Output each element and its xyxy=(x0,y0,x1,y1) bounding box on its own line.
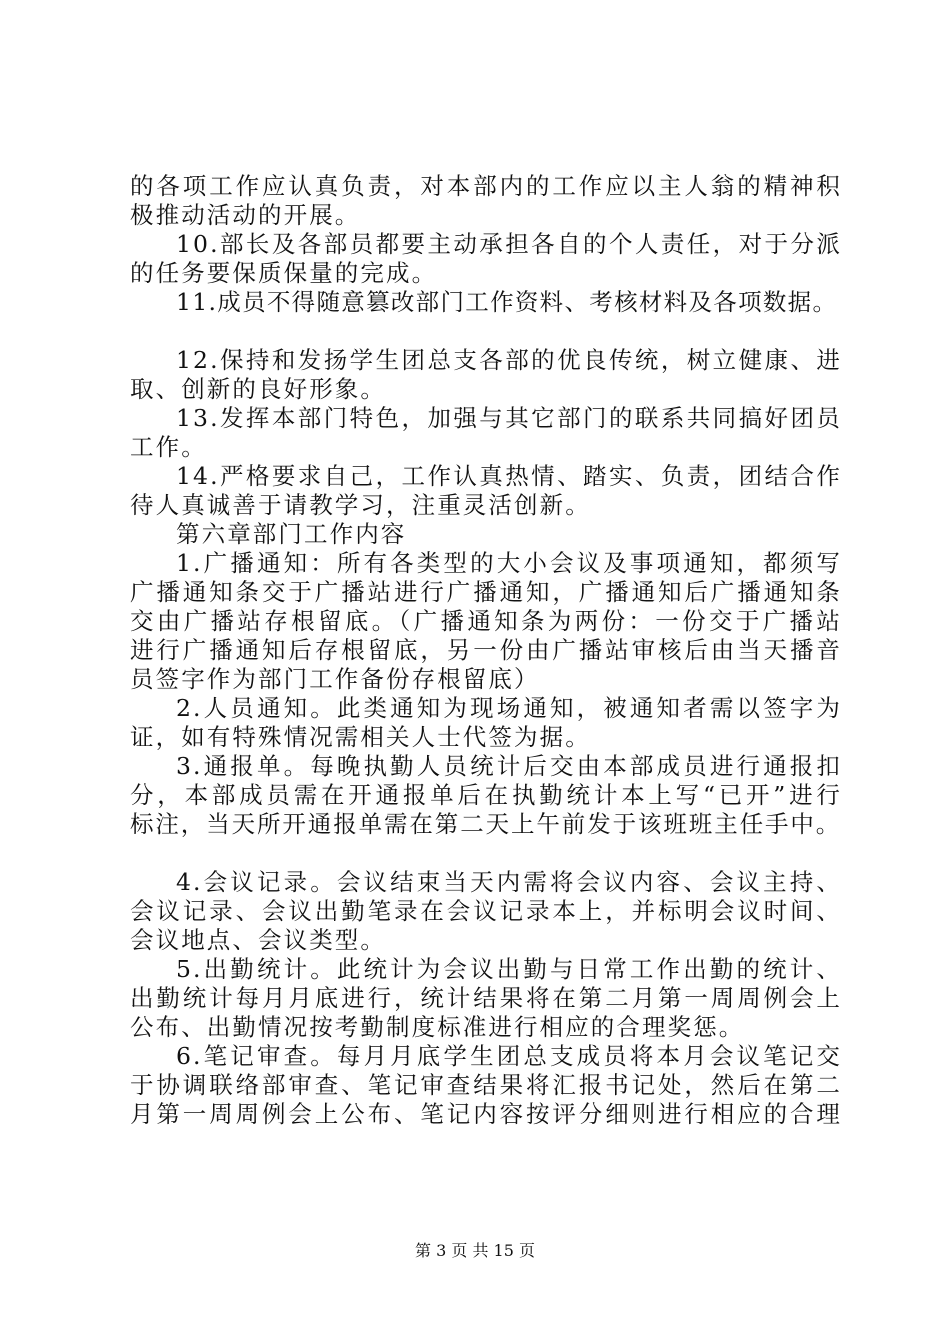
paragraph-line: 工作。 xyxy=(130,433,207,461)
paragraph-line: 3.通报单。每晚执勤人员统计后交由本部成员进行通报扣 xyxy=(176,752,842,780)
page-footer: 第 3 页 共 15 页 xyxy=(415,1241,535,1260)
paragraph-line: 证，如有特殊情况需相关人士代签为据。 xyxy=(130,723,591,751)
paragraph-line: 会议记录、会议出勤笔录在会议记录本上，并标明会议时间、 xyxy=(130,897,842,925)
paragraph-line: 月第一周周例会上公布、笔记内容按评分细则进行相应的合理 xyxy=(130,1100,842,1128)
paragraph-line: 分，本部成员需在开通报单后在执勤统计本上写“已开”进行 xyxy=(130,781,842,809)
paragraph-line: 员签字作为部门工作备份存根留底） xyxy=(130,665,540,693)
paragraph-line: 6.笔记审查。每月月底学生团总支成员将本月会议笔记交 xyxy=(176,1042,842,1070)
paragraph-line: 标注，当天所开通报单需在第二天上午前发于该班班主任手中。 xyxy=(130,810,842,838)
paragraph-line: 会议地点、会议类型。 xyxy=(130,926,386,954)
paragraph-line: 4.会议记录。会议结束当天内需将会议内容、会议主持、 xyxy=(176,868,842,896)
paragraph-line: 待人真诚善于请教学习，注重灵活创新。 xyxy=(130,491,591,519)
paragraph-line: 2.人员通知。此类通知为现场通知，被通知者需以签字为 xyxy=(176,694,842,722)
paragraph-line: 11.成员不得随意篡改部门工作资料、考核材料及各项数据。 xyxy=(176,288,838,316)
paragraph-line: 5.出勤统计。此统计为会议出勤与日常工作出勤的统计、 xyxy=(176,955,842,983)
paragraph-line: 10.部长及各部员都要主动承担各自的个人责任，对于分派 xyxy=(176,230,842,258)
paragraph-line: 交由广播站存根留底。（广播通知条为两份：一份交于广播站 xyxy=(130,607,842,635)
paragraph-line: 12.保持和发扬学生团总支各部的优良传统，树立健康、进 xyxy=(176,346,842,374)
document-body xyxy=(130,172,842,1129)
paragraph-gap xyxy=(130,839,842,868)
paragraph-line: 进行广播通知后存根留底，另一份由广播站审核后由当天播音 xyxy=(130,636,842,664)
paragraph-line: 极推动活动的开展。 xyxy=(130,201,361,229)
paragraph-line: 广播通知条交于广播站进行广播通知，广播通知后广播通知条 xyxy=(130,578,842,606)
paragraph-line: 的任务要保质保量的完成。 xyxy=(130,259,438,287)
paragraph-line: 于协调联络部审查、笔记审查结果将汇报书记处，然后在第二 xyxy=(130,1071,842,1099)
paragraph-line: 出勤统计每月月底进行，统计结果将在第二月第一周周例会上 xyxy=(130,984,842,1012)
paragraph-line: 取、创新的良好形象。 xyxy=(130,375,386,403)
paragraph-line: 13.发挥本部门特色，加强与其它部门的联系共同搞好团员 xyxy=(176,404,842,432)
paragraph-line: 公布、出勤情况按考勤制度标准进行相应的合理奖惩。 xyxy=(130,1013,745,1041)
chapter-heading: 第六章部门工作内容 xyxy=(176,520,407,548)
paragraph-line: 的各项工作应认真负责，对本部内的工作应以主人翁的精神积 xyxy=(130,172,842,200)
paragraph-line: 1.广播通知：所有各类型的大小会议及事项通知，都须写 xyxy=(176,549,842,577)
paragraph-line: 14.严格要求自己，工作认真热情、踏实、负责，团结合作 xyxy=(176,462,842,490)
paragraph-gap xyxy=(130,317,842,346)
